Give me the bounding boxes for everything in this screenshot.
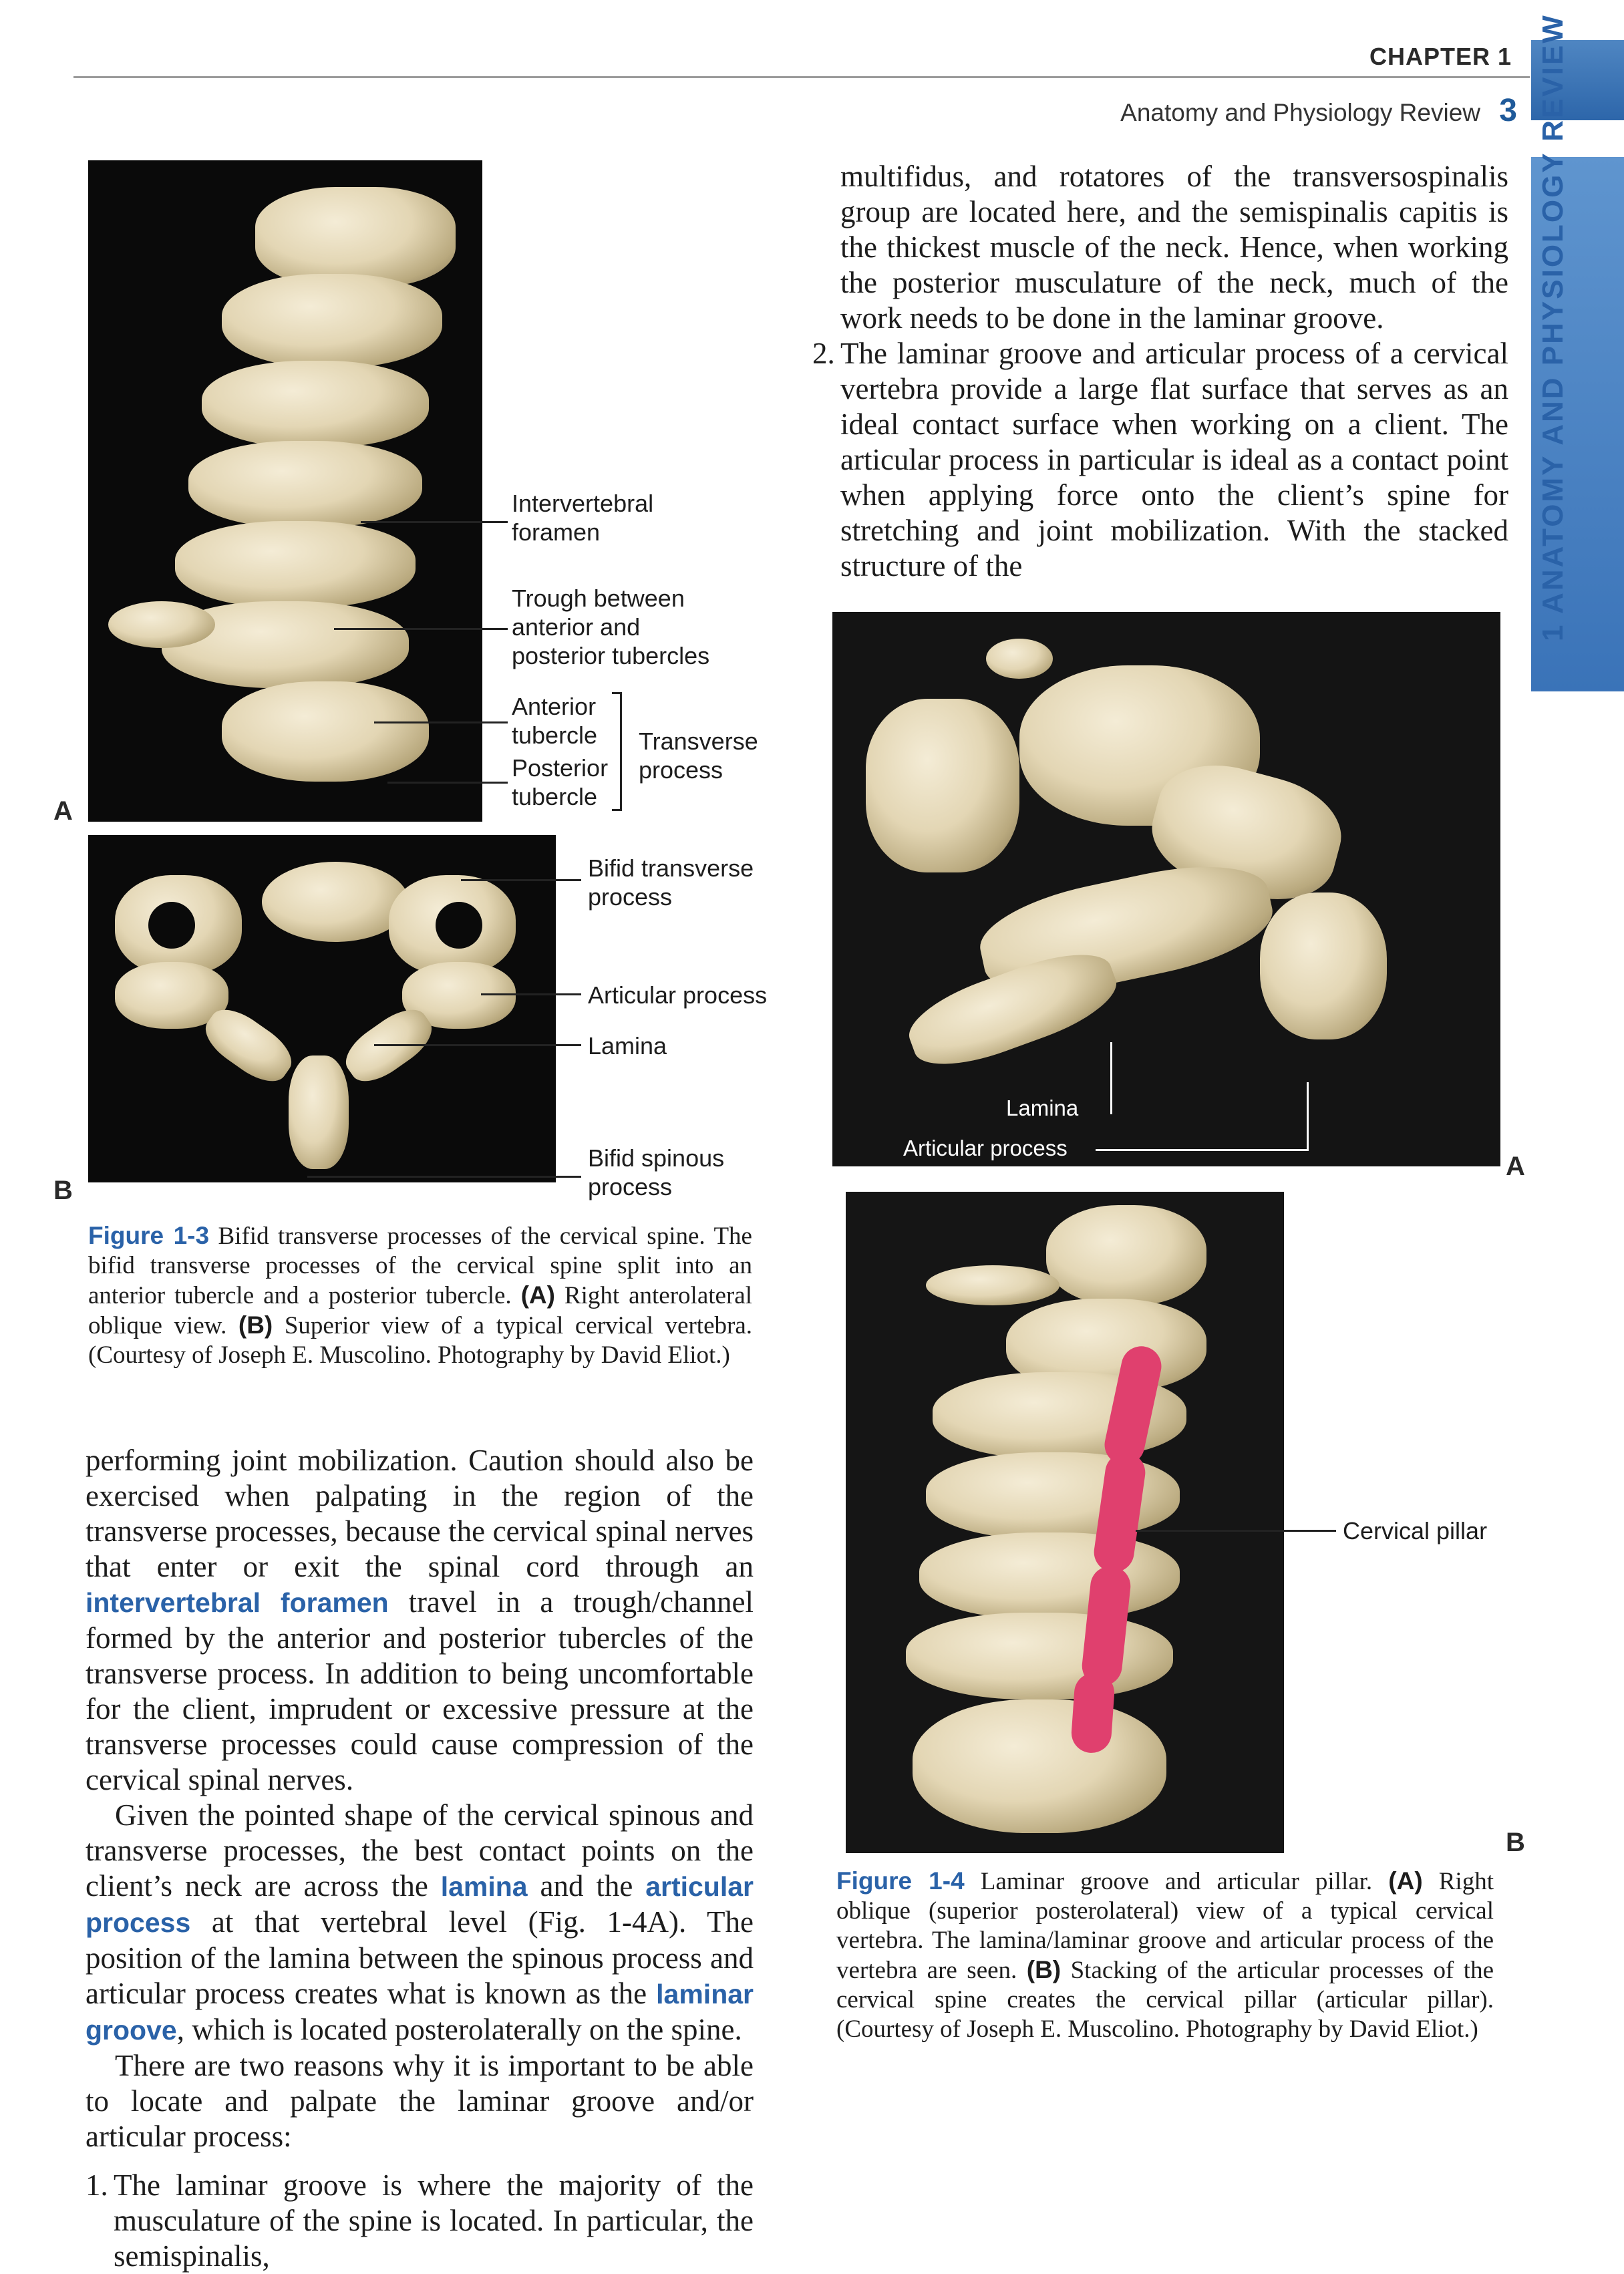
- paragraph-3: There are two reasons why it is important to be able to locate and palpate the laminar groove and/or articular process:: [86, 2049, 754, 2153]
- label-bifid-transverse-process: Bifid transverse process: [588, 854, 754, 911]
- leader-intervertebral-foramen: [361, 521, 508, 523]
- left-column-text: [86, 1443, 754, 2274]
- transverse-bracket: [612, 692, 622, 811]
- figure-1-3-panel-a: A: [53, 796, 73, 826]
- figure-1-4-caption: Figure 1-4 Laminar groove and articular pillar. (A) Right oblique (superior posterolateral) view of a typical cervical vertebra. The lamina/laminar groove and articular process of the vertebra are seen. (B) Stacking of the articular processes of the cervical spine creates the cervical pillar (articular pillar). (Courtesy of Joseph E. Muscolino. Photography by David Eliot.): [836, 1867, 1494, 2043]
- label-articular-process-b: Articular process: [588, 981, 768, 1009]
- paragraph-1: performing joint mobilization. Caution should also be exercised when palpating in the region of the transverse processes, because the cervical spinal nerves that enter or exit the spinal cord through an intervertebral foramen travel in a trough/channel formed by the anterior and posterior tubercles of the transverse process. In addition to being uncomfortable for the client, imprudent or excessive pressure at the transverse processes could cause compression of the cervical spinal nerves.: [86, 1444, 754, 1796]
- leader-lamina-b: [374, 1044, 581, 1046]
- label-intervertebral-foramen: Intervertebral foramen: [512, 490, 654, 546]
- leader-articular-b: [481, 993, 581, 995]
- label-bifid-spinous-process: Bifid spinous process: [588, 1144, 725, 1200]
- label-anterior-tubercle: Anterior tubercle: [512, 693, 598, 749]
- list-item-2: 2. The laminar groove and articular process of a cervical vertebra provide a large flat surface that serves as an ideal contact surface when working on a client. The articular process in particular is ideal as a contact point when applying force onto the client’s spine for stretching and joint mobilization. With the stacked structure of the: [812, 337, 1508, 583]
- label-trough: Trough between anterior and posterior tubercles: [512, 585, 710, 669]
- leader-bifid-spinous: [307, 1176, 581, 1178]
- label-lamina-a: Lamina: [1006, 1096, 1079, 1120]
- label-lamina-b: Lamina: [588, 1032, 667, 1060]
- chapter-label: CHAPTER 1: [1369, 43, 1512, 70]
- header-rule: [73, 76, 1530, 78]
- figure-1-4-panel-b: B: [1506, 1828, 1525, 1857]
- leader-articular-a-vert: [1307, 1082, 1309, 1151]
- leader-lamina-a: [1110, 1042, 1112, 1114]
- figure-1-3-caption: Figure 1-3 Bifid transverse processes of the cervical spine. The bifid transverse processes of the cervical spine split into an anterior tubercle and a posterior tubercle. (A) Right anterolateral oblique view. (B) Superior view of a typical cervical vertebra. (Courtesy of Joseph E. Muscolino. Photography by David Eliot.): [88, 1222, 752, 1369]
- label-posterior-tubercle: Posterior tubercle: [512, 754, 609, 810]
- side-tab-label: 1 ANATOMY AND PHYSIOLOGY REVIEW: [1536, 13, 1569, 641]
- figure-1-4b-photo: [846, 1192, 1284, 1853]
- paragraph-cont: multifidus, and rotatores of the transversospinalis group are located here, and the semispinalis capitis is the thickest muscle of the neck. Hence, when working the posterior musculature of the neck, much of the work needs to be done in the laminar groove.: [840, 160, 1508, 335]
- label-transverse-process: Transverse process: [639, 727, 758, 784]
- right-column-text: [812, 159, 1508, 584]
- paragraph-2: Given the pointed shape of the cervical spinous and transverse processes, the best contact points on the client’s neck are across the lamina and the articular process at that vertebral level (Fig. 1-4A). The position of the lamina between the spinous process and articular process creates what is known as the laminar groove, which is located posterolaterally on the spine.: [86, 1798, 754, 2046]
- figure-1-3b-photo: [88, 835, 556, 1182]
- figure-1-4-panel-a: A: [1506, 1152, 1525, 1181]
- label-cervical-pillar: Cervical pillar: [1343, 1517, 1488, 1545]
- leader-posterior-tubercle: [387, 782, 508, 784]
- list-item-1: 1. The laminar groove is where the majority of the musculature of the spine is located. In particular, the semispinalis,: [86, 2168, 754, 2273]
- page-number: 3: [1499, 93, 1517, 128]
- figure-1-3-panel-b: B: [53, 1176, 73, 1205]
- running-title: Anatomy and Physiology Review: [1120, 99, 1480, 126]
- leader-bifid-transverse: [461, 879, 581, 881]
- leader-articular-a: [1096, 1149, 1307, 1151]
- leader-trough: [334, 628, 508, 630]
- label-articular-process-a: Articular process: [903, 1136, 1068, 1160]
- leader-cervical-pillar: [1136, 1530, 1336, 1532]
- figure-1-4a-photo: [832, 612, 1500, 1166]
- leader-anterior-tubercle: [374, 721, 508, 723]
